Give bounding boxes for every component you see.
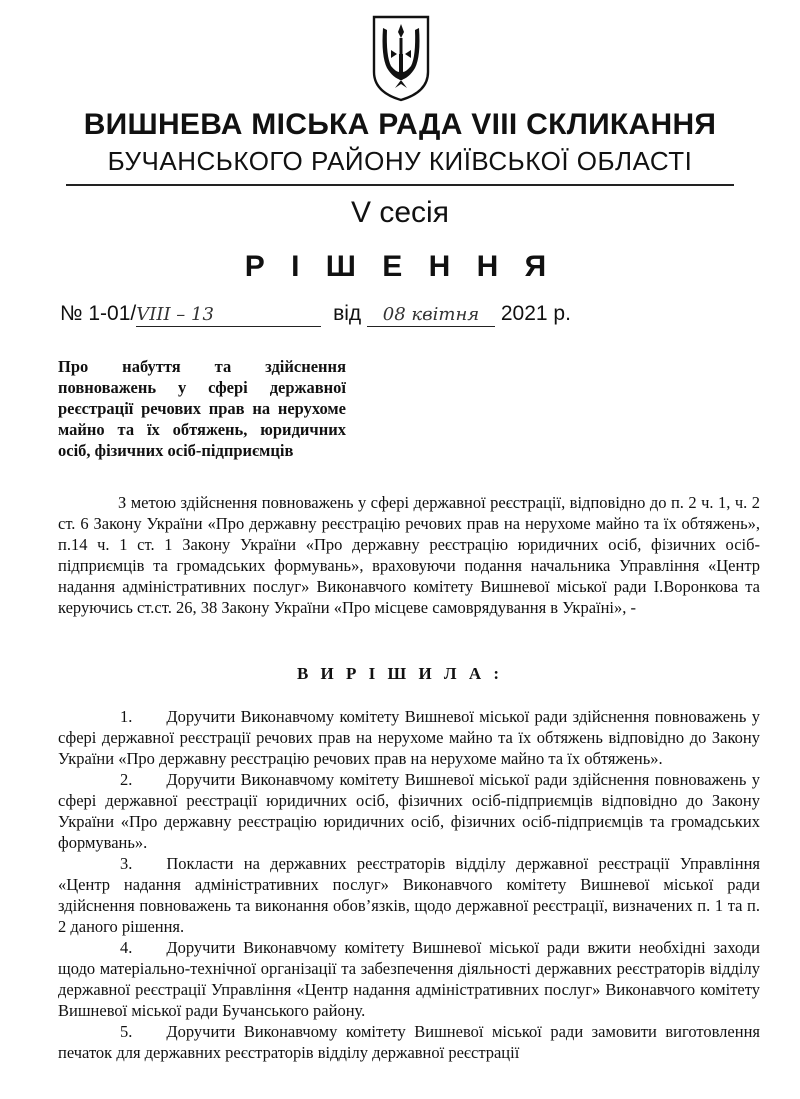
- decision-subject: Про набуття та здійснення повноважень у сфері державної реєстрації речових прав на нерухоме майно та їх обтяжень, юридичних осіб, фізичних осіб-підприємців: [58, 357, 346, 460]
- handwritten-date: 08 квітня: [382, 304, 480, 325]
- item-number: 3.: [120, 854, 133, 873]
- number-prefix: № 1-01/: [60, 302, 137, 325]
- header-divider: [66, 184, 734, 186]
- decision-item: [58, 706, 760, 769]
- item-number: 1.: [120, 707, 133, 726]
- document-number-line: [60, 302, 571, 327]
- district-region-title: БУЧАНСЬКОГО РАЙОНУ КИЇВСЬКОЇ ОБЛАСТІ: [107, 146, 693, 176]
- document-type-title: Р І Ш Е Н Н Я: [244, 250, 556, 283]
- decision-item: [58, 769, 760, 853]
- number-blank: [136, 302, 321, 327]
- date-blank: [367, 302, 495, 327]
- item-number: 4.: [120, 938, 133, 957]
- item-text: Доручити Виконавчому комітету Вишневої міської ради замовити виготовлення печаток для державних реєстраторів відділу державної реєстрації: [58, 1022, 760, 1062]
- council-title: ВИШНЕВА МІСЬКА РАДА VIII СКЛИКАННЯ: [83, 108, 717, 141]
- decision-item: [58, 937, 760, 1021]
- session-title: V сесія: [351, 196, 449, 229]
- item-text: Покласти на державних реєстраторів відділу державної реєстрації Управління «Центр надання адміністративних послуг» Виконавчого комітету Вишневої міської ради здійснення повноважень та виконання обов’язків, щодо державної реєстрації, визначених п. 1 та п. 2 даного рішення.: [58, 854, 760, 936]
- decision-item: [58, 853, 760, 937]
- handwritten-number: VIII – 13: [136, 304, 214, 325]
- decision-item: [58, 1021, 760, 1063]
- item-number: 2.: [120, 770, 133, 789]
- decision-items-list: [58, 706, 760, 1063]
- item-text: Доручити Виконавчому комітету Вишневої міської ради вжити необхідні заходи щодо матеріально-технічної організації та забезпечення діяльності державних реєстраторів відділу державної реєстрації Управління «Центр надання адміністративних послуг» Виконавчого комітету Вишневої міської ради Бучанського району.: [58, 938, 760, 1020]
- document-year: 2021 р.: [500, 302, 571, 325]
- item-text: Доручити Виконавчому комітету Вишневої міської ради здійснення повноважень у сфері державної реєстрації юридичних осіб, фізичних осіб-підприємців відповідно до Закону України «Про державну реєстрацію юридичних осіб, фізичних осіб-підприємців та громадських формувань».: [58, 770, 760, 852]
- resolved-heading: В И Р І Ш И Л А :: [296, 664, 504, 683]
- date-from-label: від: [333, 302, 362, 325]
- item-number: 5.: [120, 1022, 133, 1041]
- item-text: Доручити Виконавчому комітету Вишневої міської ради здійснення повноважень у сфері державної реєстрації речових прав на нерухоме майно та їх обтяжень відповідно до Закону України «Про державну реєстрацію речових прав на нерухоме майно та їх обтяжень».: [58, 707, 760, 768]
- preamble-paragraph: З метою здійснення повноважень у сфері державної реєстрації, відповідно до п. 2 ч. 1, ч. 2 ст. 6 Закону України «Про державну реєстрацію речових прав на нерухоме майно та їх обтяжень», п.14 ч. 1 ст. 1 Закону України «Про державну реєстрацію юридичних осіб, фізичних осіб-підприємців та громадських формувань», враховуючи подання начальника Управління «Центр надання адміністративних послуг» Виконавчого комітету Вишневої міської ради І.Воронкова та керуючись ст.ст. 26, 38 Закону України «Про місцеве самоврядування в Україні», -: [58, 493, 760, 617]
- trident-coat-of-arms-icon: [371, 14, 431, 102]
